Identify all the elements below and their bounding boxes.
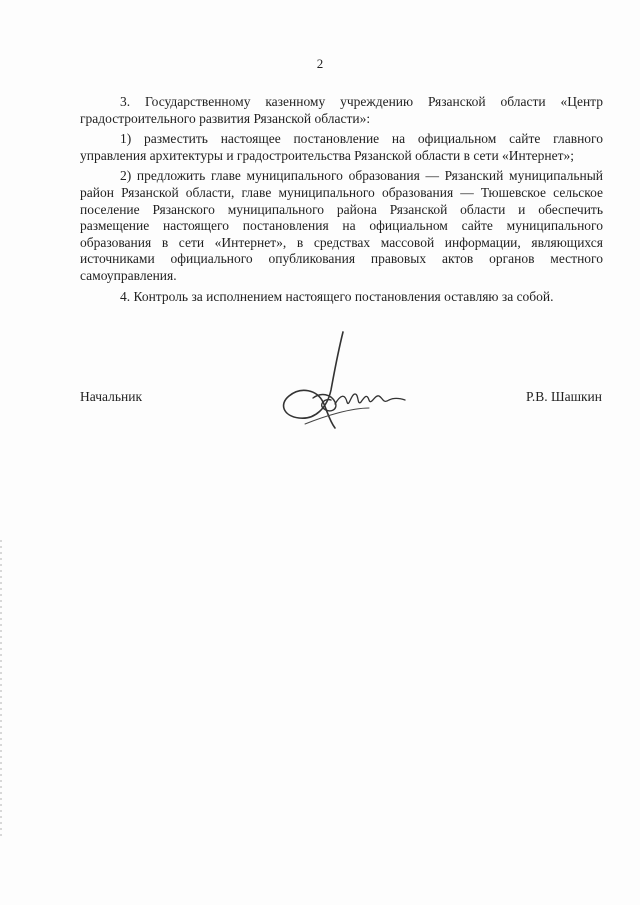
document-body [80, 94, 603, 305]
paragraph-item-4: 4. Контроль за исполнением настоящего постановления оставляю за собой. [120, 288, 554, 304]
handwritten-signature-icon [265, 328, 415, 438]
paragraph-item-3: 3. Государственному казенному учреждению Рязанской области «Центр градостроительного развития Рязанской области»: [80, 94, 603, 126]
page-number: 2 [316, 56, 324, 71]
paragraph-subitem-1: 1) разместить настоящее постановление на официальном сайте главного управления архитектуры и градостроительства Рязанской области в сети «Интернет»; [80, 131, 603, 163]
scan-edge-artifact [0, 540, 2, 840]
paragraph-subitem-2: 2) предложить главе муниципального образования — Рязанский муниципальный район Рязанской области, главе муниципального образования — Тюшевское сельское поселение Рязанского муниципального района Рязанской области и обеспечить размещение настоящего постановления на официальном сайте муниципального образования в сети «Интернет», в средствах массовой информации, являющихся источниками официального опубликования правовых актов органов местного самоуправления. [80, 168, 603, 283]
signatory-title: Начальник [80, 389, 143, 404]
signatory-name: Р.В. Шашкин [526, 389, 602, 404]
